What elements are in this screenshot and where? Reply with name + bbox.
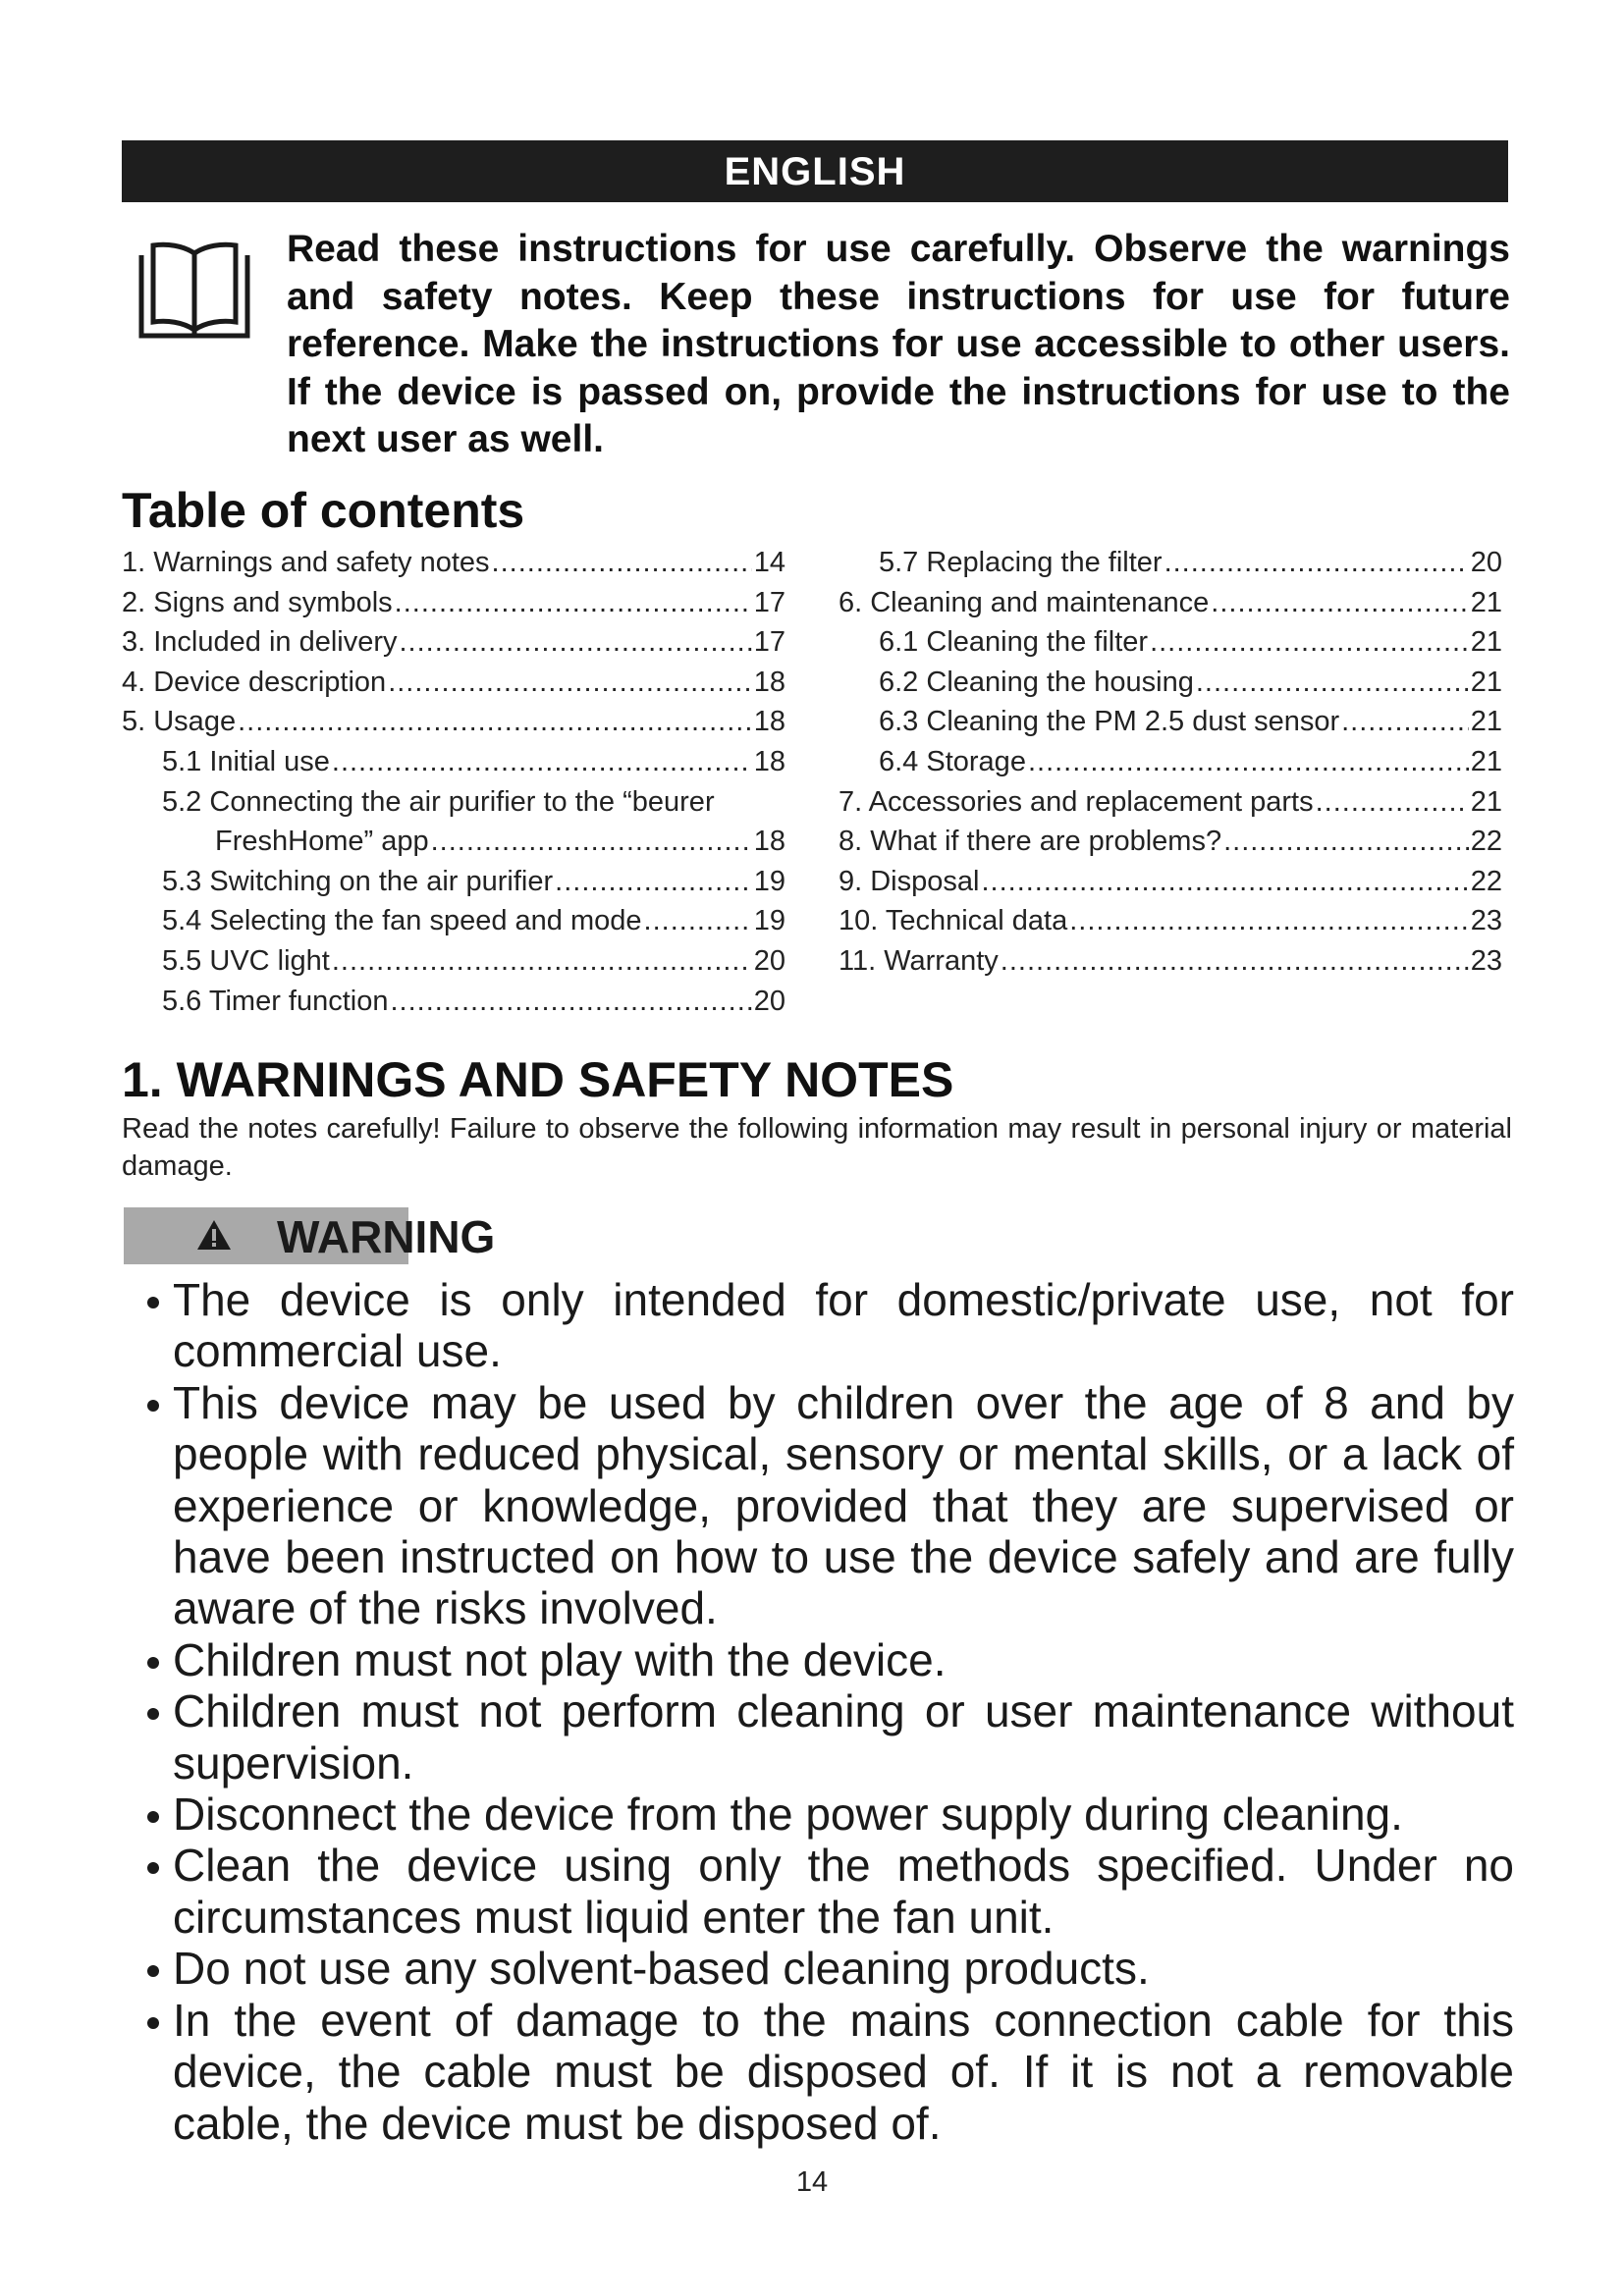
toc-entry[interactable]: 3. Included in delivery ..... 17 xyxy=(122,622,785,663)
toc-entry[interactable]: 1. Warnings and safety notes ..... 14 xyxy=(122,543,785,583)
bullet-icon xyxy=(147,1965,159,1977)
toc-entry[interactable]: 6.4 Storage ..... 21 xyxy=(839,742,1502,782)
toc-entry[interactable]: 6.1 Cleaning the filter ..... 21 xyxy=(839,622,1502,663)
bullet-icon xyxy=(147,1657,159,1669)
bullet-icon xyxy=(147,1400,159,1412)
toc-entry[interactable]: 5.7 Replacing the filter ..... 20 xyxy=(839,543,1502,583)
warning-label: WARNING xyxy=(277,1211,496,1262)
section-heading: 1. WARNINGS AND SAFETY NOTES xyxy=(122,1052,954,1107)
bullet-icon xyxy=(147,1862,159,1874)
open-book-icon xyxy=(128,236,261,340)
toc-entry[interactable]: 5.5 UVC light ..... 20 xyxy=(122,941,785,982)
page-number: 14 xyxy=(795,2166,829,2198)
toc-entry[interactable]: 5.3 Switching on the air purifier ..... 19 xyxy=(122,862,785,902)
language-banner: ENGLISH xyxy=(122,140,1508,202)
toc-entry[interactable]: 10. Technical data ..... 23 xyxy=(839,901,1502,941)
list-item: Do not use any solvent-based cleaning products. xyxy=(128,1943,1514,1994)
bullet-icon xyxy=(147,1297,159,1308)
toc-entry[interactable]: 11. Warranty ..... 23 xyxy=(839,941,1502,982)
list-item: Children must not perform cleaning or user maintenance without supervision. xyxy=(128,1685,1514,1789)
toc-entry[interactable]: 5.1 Initial use ..... 18 xyxy=(122,742,785,782)
toc-entry[interactable]: 4. Device description ..... 18 xyxy=(122,663,785,703)
toc-entry[interactable]: 6.3 Cleaning the PM 2.5 dust sensor ..... 21 xyxy=(839,702,1502,742)
section-intro: Read the notes carefully! Failure to observe the following information may result in personal injury or material damage. xyxy=(122,1113,1512,1182)
list-item: In the event of damage to the mains connection cable for this device, the cable must be disposed of. If it is not a removable cable, the device must be disposed of. xyxy=(128,1995,1514,2149)
list-item: The device is only intended for domestic/private use, not for commercial use. xyxy=(128,1274,1514,1377)
warning-banner xyxy=(124,1207,536,1264)
bullet-icon xyxy=(147,2017,159,2029)
toc-entry[interactable]: 9. Disposal ..... 22 xyxy=(839,862,1502,902)
toc-entry[interactable]: 5. Usage ..... 18 xyxy=(122,702,785,742)
toc-entry[interactable]: 8. What if there are problems? ..... 22 xyxy=(839,822,1502,862)
bullet-icon xyxy=(147,1708,159,1720)
warning-triangle-icon xyxy=(196,1219,232,1251)
toc-entry[interactable]: 6. Cleaning and maintenance ..... 21 xyxy=(839,583,1502,623)
toc-right-column xyxy=(839,543,1502,982)
toc-entry[interactable]: 2. Signs and symbols ..... 17 xyxy=(122,583,785,623)
intro-notice: Read these instructions for use carefully. Observe the warnings and safety notes. Keep these instructions for use for future reference. Make the instructions for use accessible to other users. If the device is passed on, provide the instructions for use to the next user as well. xyxy=(287,228,1510,460)
toc-left-column xyxy=(122,543,785,1021)
toc-title: Table of contents xyxy=(122,483,525,538)
toc-entry[interactable]: 6.2 Cleaning the housing ..... 21 xyxy=(839,663,1502,703)
toc-entry[interactable]: 5.4 Selecting the fan speed and mode ..... 19 xyxy=(122,901,785,941)
warning-list xyxy=(128,1274,1514,2149)
bullet-icon xyxy=(147,1811,159,1823)
toc-entry[interactable]: 5.2 Connecting the air purifier to the “beurer FreshHome” app ..... 18 xyxy=(122,782,785,862)
toc-entry[interactable]: 7. Accessories and replacement parts ..... 21 xyxy=(839,782,1502,823)
toc-entry[interactable]: 5.6 Timer function ..... 20 xyxy=(122,982,785,1022)
list-item: Children must not play with the device. xyxy=(128,1634,1514,1685)
list-item: Clean the device using only the methods specified. Under no circumstances must liquid enter the fan unit. xyxy=(128,1840,1514,1943)
list-item: Disconnect the device from the power supply during cleaning. xyxy=(128,1789,1514,1840)
list-item: This device may be used by children over the age of 8 and by people with reduced physical, sensory or mental skills, or a lack of experience or knowledge, provided that they are supervised or have been instructed on how to use the device safely and are fully aware of the risks involved. xyxy=(128,1377,1514,1634)
